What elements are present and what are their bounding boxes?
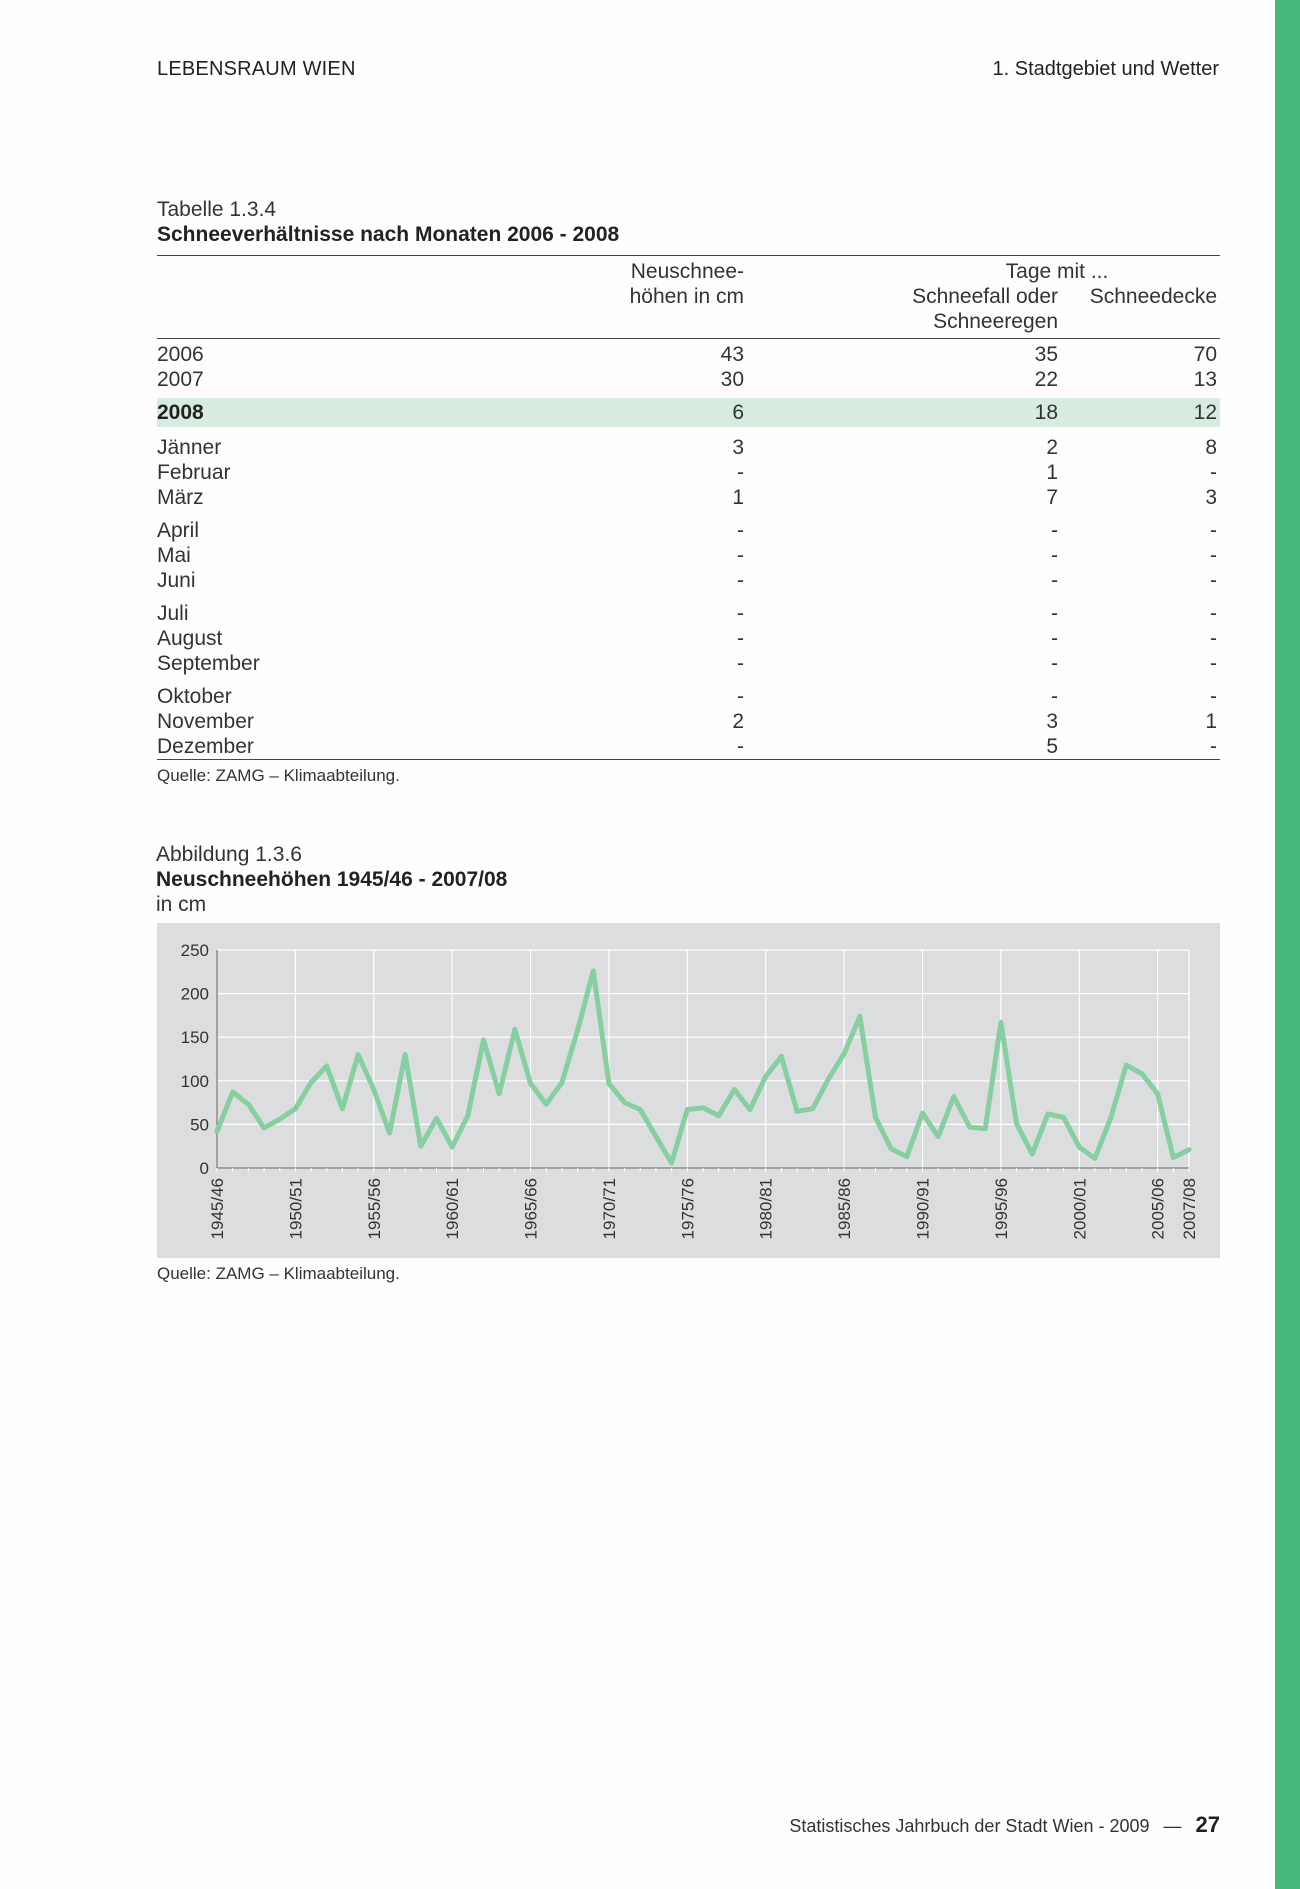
data-point [1030, 1152, 1034, 1156]
figure-source-note: Quelle: ZAMG – Klimaabteilung. [157, 1264, 400, 1283]
x-tick-label: 1955/56 [364, 1178, 384, 1240]
table-row: 2006 43 35 70 [157, 343, 1217, 366]
data-point [419, 1144, 423, 1148]
data-point [936, 1134, 940, 1138]
data-point [262, 1126, 266, 1130]
table-row: Oktober - - - [157, 685, 1217, 708]
data-point [340, 1107, 344, 1111]
data-point [779, 1054, 783, 1058]
publication-name: Statistisches Jahrbuch der Stadt Wien - 2009 [789, 1816, 1150, 1836]
y-tick-label: 200 [180, 984, 209, 1004]
chart-svg [157, 923, 1220, 1258]
table-row: April - - - [157, 519, 1217, 542]
x-tick-label: 1950/51 [286, 1178, 306, 1240]
data-point [1124, 1063, 1128, 1067]
data-point [983, 1127, 987, 1131]
figure-label: Abbildung 1.3.6 [156, 843, 302, 866]
data-point [607, 1081, 611, 1085]
data-point [842, 1052, 846, 1056]
x-tick-label: 1995/96 [991, 1178, 1011, 1240]
table-source-note: Quelle: ZAMG – Klimaabteilung. [157, 766, 400, 785]
page-footer [789, 1812, 1220, 1838]
y-tick-label: 100 [180, 1071, 209, 1091]
data-point [513, 1027, 517, 1031]
x-tick-label: 1965/66 [521, 1178, 541, 1240]
data-point [889, 1147, 893, 1151]
y-tick-label: 250 [180, 941, 209, 960]
data-point [826, 1077, 830, 1081]
table-row: September - - - [157, 652, 1217, 675]
x-tick-label: 1985/86 [835, 1178, 855, 1240]
data-point [560, 1080, 564, 1084]
figure-title: Neuschneehöhen 1945/46 - 2007/08 [156, 868, 508, 891]
data-point [638, 1107, 642, 1111]
data-point [434, 1116, 438, 1120]
running-header-left: LEBENSRAUM WIEN [157, 58, 356, 80]
data-point [748, 1107, 752, 1111]
table-row: November 2 3 1 [157, 710, 1217, 733]
data-point [403, 1052, 407, 1056]
data-point [811, 1107, 815, 1111]
data-point [701, 1106, 705, 1110]
data-point [309, 1080, 313, 1084]
page-number: 27 [1195, 1812, 1220, 1837]
data-point [905, 1154, 909, 1158]
green-side-bar [1275, 0, 1300, 1889]
table-row: 2007 30 22 13 [157, 368, 1217, 391]
col-header-schneefall-1: Schneefall oder [912, 285, 1058, 308]
data-point [325, 1064, 329, 1068]
data-point [622, 1100, 626, 1104]
data-point [481, 1038, 485, 1042]
x-tick-label: 1970/71 [599, 1178, 619, 1240]
table-row: Dezember - 5 - [157, 734, 1220, 760]
data-point [278, 1117, 282, 1121]
x-tick-label: 1990/91 [913, 1178, 933, 1240]
table-row: Jänner 3 2 8 [157, 436, 1217, 459]
figure-unit: in cm [156, 893, 207, 916]
x-tick-label: 1980/81 [756, 1178, 776, 1240]
data-point [952, 1094, 956, 1098]
data-point [1077, 1145, 1081, 1149]
col-header-schneefall-2: Schneeregen [747, 309, 1061, 339]
data-point [1140, 1072, 1144, 1076]
data-point [967, 1125, 971, 1129]
running-header-right: 1. Stadtgebiet und Wetter [992, 58, 1219, 80]
data-point [246, 1102, 250, 1106]
x-tick-label: 1960/61 [443, 1178, 463, 1240]
col-group-tage-mit: Tage mit ... [747, 256, 1220, 285]
y-tick-label: 50 [190, 1115, 209, 1135]
y-tick-label: 0 [199, 1159, 209, 1178]
table-row: Juli - - - [157, 602, 1217, 625]
col-header-schneedecke: Schneedecke [1089, 285, 1217, 308]
table-label: Tabelle 1.3.4 [157, 198, 277, 221]
table-row: August - - - [157, 627, 1217, 650]
col-header-neuschnee-1: Neuschnee- [437, 256, 747, 285]
data-point [1187, 1147, 1191, 1151]
x-tick-label: 1975/76 [678, 1178, 698, 1240]
data-point [764, 1074, 768, 1078]
x-tick-label: 2007/08 [1180, 1178, 1199, 1240]
footer-dash: — [1163, 1816, 1182, 1836]
data-point [1014, 1121, 1018, 1125]
y-tick-label: 150 [180, 1028, 209, 1048]
data-point [1061, 1115, 1065, 1119]
x-tick-label: 1945/46 [208, 1178, 227, 1240]
data-point [1093, 1156, 1097, 1160]
x-tick-label: 2000/01 [1070, 1178, 1090, 1240]
table-row-highlighted: 2008 6 18 12 [157, 398, 1220, 427]
data-point [999, 1020, 1003, 1024]
data-point [215, 1129, 219, 1133]
data-point [372, 1087, 376, 1091]
data-point [654, 1134, 658, 1138]
data-point [528, 1081, 532, 1085]
table-row: März 1 7 3 [157, 486, 1217, 509]
data-point [858, 1014, 862, 1018]
data-point [387, 1131, 391, 1135]
data-point [575, 1028, 579, 1032]
snow-table [157, 255, 1220, 760]
data-point [591, 969, 595, 973]
data-point [293, 1107, 297, 1111]
data-point [466, 1113, 470, 1117]
table-row: Mai - - - [157, 544, 1217, 567]
table-title: Schneeverhältnisse nach Monaten 2006 - 2008 [157, 223, 620, 246]
table-row: Juni - - - [157, 569, 1217, 592]
table-row: Februar - 1 - [157, 461, 1217, 484]
data-point [544, 1102, 548, 1106]
x-tick-label: 2005/06 [1148, 1178, 1168, 1240]
data-point [230, 1090, 234, 1094]
data-point [795, 1109, 799, 1113]
col-header-neuschnee-2: höhen in cm [629, 285, 744, 308]
data-point [716, 1113, 720, 1117]
data-point [920, 1111, 924, 1115]
data-point [497, 1092, 501, 1096]
snow-depth-chart [157, 923, 1220, 1258]
data-point [873, 1115, 877, 1119]
data-point [1108, 1116, 1112, 1120]
data-point [450, 1145, 454, 1149]
data-point [732, 1087, 736, 1091]
data-point [685, 1107, 689, 1111]
data-point [1171, 1155, 1175, 1159]
data-point [1155, 1092, 1159, 1096]
data-point [356, 1052, 360, 1056]
data-point [669, 1161, 673, 1165]
data-point [1046, 1112, 1050, 1116]
